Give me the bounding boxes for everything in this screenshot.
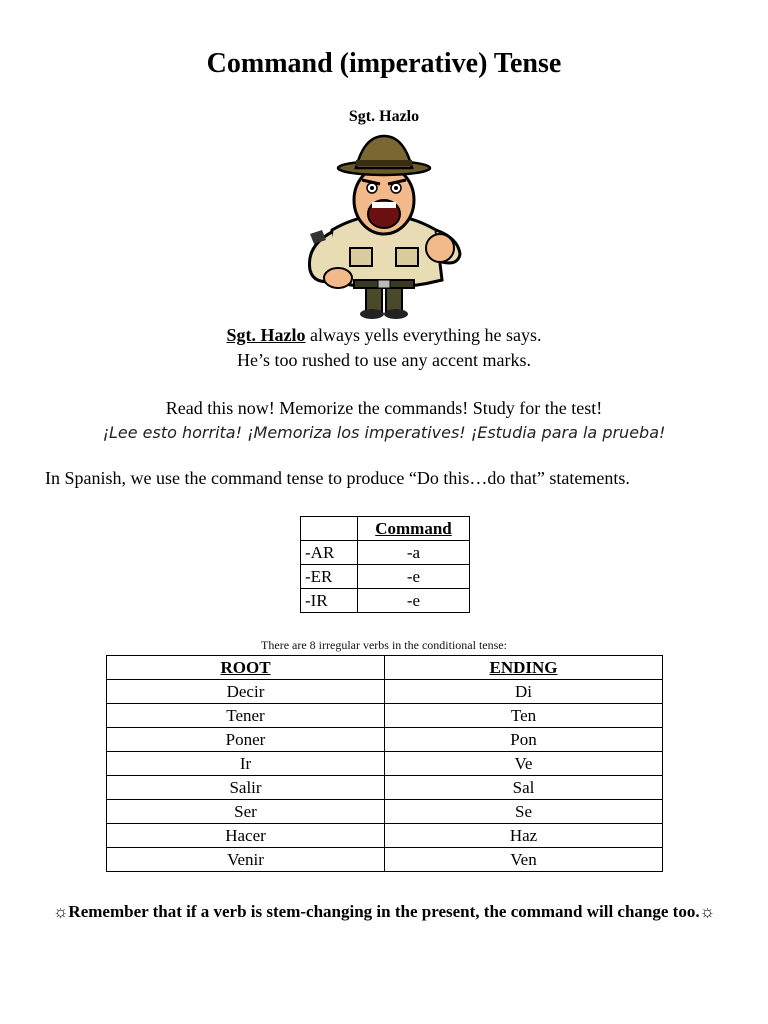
verb-type-cell: -AR — [301, 541, 358, 565]
ending-cell: Sal — [385, 776, 663, 800]
sun-icon: ☼ — [52, 902, 69, 921]
exhortation-spanish: ¡Lee esto horrita! ¡Memoriza los imperatives! ¡Estudia para la prueba! — [102, 423, 666, 442]
page-title: Command (imperative) Tense — [206, 48, 562, 79]
table-header-row — [301, 517, 470, 541]
command-ending-cell: -e — [358, 565, 470, 589]
verb-type-cell: -ER — [301, 565, 358, 589]
root-cell: Ir — [107, 752, 385, 776]
table-row — [107, 728, 663, 752]
root-cell: Hacer — [107, 824, 385, 848]
root-cell: Ser — [107, 800, 385, 824]
sergeant-name: Sgt. Hazlo — [226, 325, 306, 345]
table-row — [301, 589, 470, 613]
irregular-caption: There are 8 irregular verbs in the conditional tense: — [261, 638, 507, 652]
ending-cell: Ve — [385, 752, 663, 776]
stem-change-note — [40, 900, 728, 924]
table-row — [107, 752, 663, 776]
ending-cell: Se — [385, 800, 663, 824]
endings-table — [300, 516, 470, 613]
verb-type-cell: -IR — [301, 589, 358, 613]
table-row — [107, 800, 663, 824]
table-row — [107, 848, 663, 872]
table-header-cell: Command — [358, 517, 470, 541]
table-header-cell — [301, 517, 358, 541]
ending-cell: Ven — [385, 848, 663, 872]
ending-cell: Di — [385, 680, 663, 704]
exhortation-english: Read this now! Memorize the commands! Study for the test! — [165, 398, 603, 418]
description-text: always yells everything he says. — [305, 325, 542, 345]
table-row — [107, 824, 663, 848]
table-row — [301, 541, 470, 565]
ending-cell: Pon — [385, 728, 663, 752]
command-ending-cell: -e — [358, 589, 470, 613]
root-cell: Venir — [107, 848, 385, 872]
command-ending-cell: -a — [358, 541, 470, 565]
ending-cell: Ten — [385, 704, 663, 728]
irregular-verbs-table — [106, 655, 663, 872]
table-header-cell: ENDING — [385, 656, 663, 680]
sergeant-name-heading: Sgt. Hazlo — [348, 108, 420, 125]
ending-cell: Haz — [385, 824, 663, 848]
table-row — [107, 776, 663, 800]
root-cell: Tener — [107, 704, 385, 728]
intro-text: In Spanish, we use the command tense to produce “Do this…do that” statements. — [45, 468, 630, 488]
root-cell: Poner — [107, 728, 385, 752]
drill-sergeant-illustration — [292, 130, 476, 320]
description-line-2: He’s too rushed to use any accent marks. — [237, 350, 531, 370]
sun-icon: ☼ — [699, 902, 716, 921]
table-row — [107, 680, 663, 704]
table-header-row — [107, 656, 663, 680]
table-row — [107, 704, 663, 728]
stem-change-note-text: Remember that if a verb is stem-changing in the present, the command will change too. — [68, 902, 700, 921]
table-row — [301, 565, 470, 589]
root-cell: Salir — [107, 776, 385, 800]
table-header-cell: ROOT — [107, 656, 385, 680]
root-cell: Decir — [107, 680, 385, 704]
description-line-1 — [0, 325, 768, 346]
